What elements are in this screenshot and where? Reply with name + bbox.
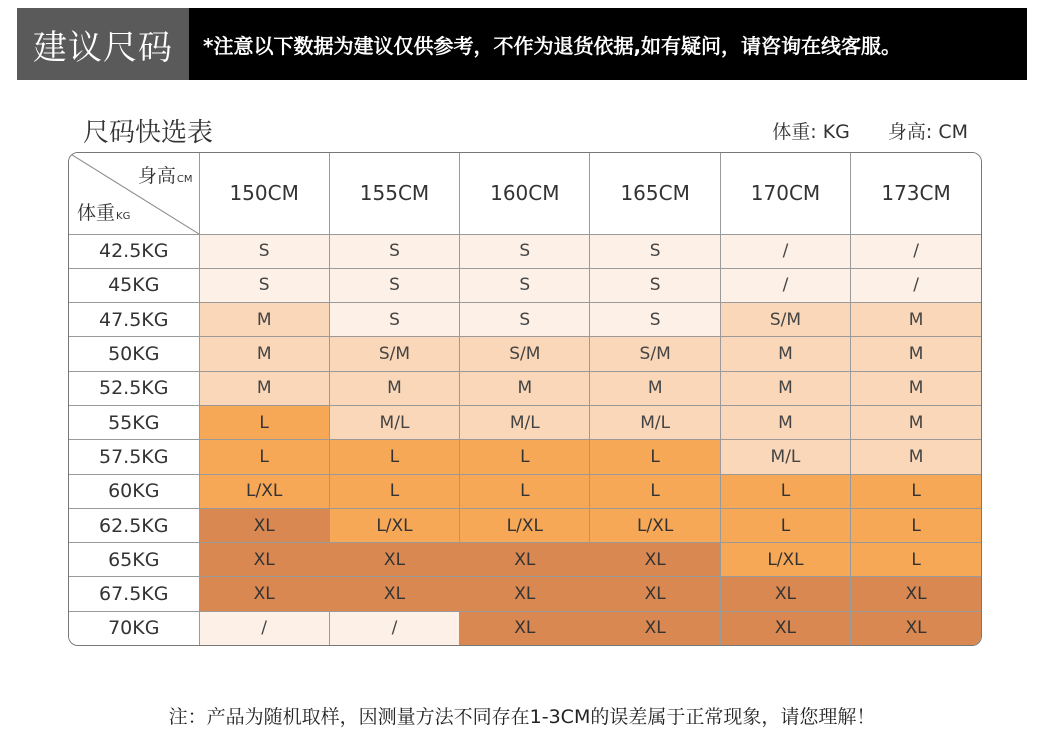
table-row — [69, 474, 981, 508]
size-cell: XL — [720, 611, 850, 645]
weight-label: 62.5KG — [69, 508, 199, 542]
banner-title: 建议尺码 — [17, 8, 189, 80]
size-cell: XL — [460, 611, 590, 645]
height-header: 155CM — [329, 153, 459, 234]
corner-weight-text: 体重 — [77, 202, 116, 224]
size-cell: XL — [329, 543, 459, 577]
size-cell: XL — [460, 577, 590, 611]
size-cell: S/M — [720, 303, 850, 337]
weight-unit-label: 体重: KG — [772, 121, 850, 143]
weight-label: 45KG — [69, 268, 199, 302]
height-unit-label: 身高: CM — [887, 121, 968, 143]
size-cell: S/M — [460, 337, 590, 371]
size-cell: / — [851, 268, 981, 302]
weight-label: 57.5KG — [69, 440, 199, 474]
height-header: 160CM — [460, 153, 590, 234]
size-cell: S — [460, 234, 590, 268]
size-cell: L/XL — [720, 543, 850, 577]
height-header: 170CM — [720, 153, 850, 234]
size-cell: S/M — [329, 337, 459, 371]
table-row — [69, 611, 981, 645]
table-row — [69, 234, 981, 268]
size-table — [69, 153, 981, 645]
size-cell: M — [851, 303, 981, 337]
size-cell: S — [460, 268, 590, 302]
size-cell: XL — [199, 508, 329, 542]
size-cell: M — [199, 371, 329, 405]
size-cell: M/L — [460, 405, 590, 439]
size-cell: M — [199, 337, 329, 371]
size-cell: L/XL — [199, 474, 329, 508]
size-cell: XL — [199, 543, 329, 577]
size-cell: M — [720, 371, 850, 405]
table-row — [69, 337, 981, 371]
size-cell: XL — [590, 577, 720, 611]
size-cell: L — [851, 474, 981, 508]
table-row — [69, 405, 981, 439]
height-header: 150CM — [199, 153, 329, 234]
table-row — [69, 577, 981, 611]
size-cell: XL — [590, 543, 720, 577]
size-cell: / — [329, 611, 459, 645]
size-cell: S — [460, 303, 590, 337]
size-cell: L — [851, 508, 981, 542]
corner-height-text: 身高 — [137, 165, 176, 187]
table-row — [69, 268, 981, 302]
size-cell: M — [851, 337, 981, 371]
weight-label: 42.5KG — [69, 234, 199, 268]
header-banner — [17, 8, 1027, 80]
corner-cell — [69, 153, 199, 234]
table-row — [69, 543, 981, 577]
size-cell: M — [851, 405, 981, 439]
height-header: 173CM — [851, 153, 981, 234]
corner-weight-unit: KG — [116, 211, 131, 222]
corner-height-unit: CM — [176, 174, 193, 185]
size-cell: / — [720, 234, 850, 268]
size-cell: XL — [460, 543, 590, 577]
corner-weight-label — [77, 198, 130, 225]
size-cell: L — [720, 508, 850, 542]
size-cell: L — [329, 440, 459, 474]
weight-label: 50KG — [69, 337, 199, 371]
size-cell: XL — [329, 577, 459, 611]
size-cell: S — [590, 268, 720, 302]
size-cell: S — [199, 234, 329, 268]
size-cell: M — [851, 440, 981, 474]
size-cell: S — [590, 303, 720, 337]
size-cell: L/XL — [329, 508, 459, 542]
weight-label: 52.5KG — [69, 371, 199, 405]
size-cell: S — [329, 268, 459, 302]
table-row — [69, 371, 981, 405]
size-cell: L — [460, 474, 590, 508]
size-cell: M — [720, 337, 850, 371]
size-cell: M/L — [590, 405, 720, 439]
size-cell: L — [460, 440, 590, 474]
size-cell: S — [329, 234, 459, 268]
size-cell: L — [329, 474, 459, 508]
size-cell: L/XL — [590, 508, 720, 542]
size-cell: XL — [720, 577, 850, 611]
size-cell: M — [329, 371, 459, 405]
weight-label: 65KG — [69, 543, 199, 577]
size-cell: L — [720, 474, 850, 508]
size-cell: / — [199, 611, 329, 645]
size-cell: M — [590, 371, 720, 405]
size-cell: / — [720, 268, 850, 302]
corner-height-label — [138, 161, 193, 188]
size-cell: M — [720, 405, 850, 439]
size-cell: L — [199, 440, 329, 474]
height-header: 165CM — [590, 153, 720, 234]
weight-label: 70KG — [69, 611, 199, 645]
size-cell: M — [199, 303, 329, 337]
weight-label: 55KG — [69, 405, 199, 439]
size-cell: XL — [590, 611, 720, 645]
table-title: 尺码快选表 — [83, 118, 214, 148]
table-row — [69, 440, 981, 474]
size-cell: M/L — [329, 405, 459, 439]
size-cell: S — [329, 303, 459, 337]
weight-label: 47.5KG — [69, 303, 199, 337]
size-chart — [68, 152, 982, 646]
size-cell: L — [590, 474, 720, 508]
size-cell: M — [851, 371, 981, 405]
size-cell: S — [590, 234, 720, 268]
unit-legend — [772, 117, 968, 144]
table-row — [69, 508, 981, 542]
disclaimer-note: *注意以下数据为建议仅供参考，不作为退货依据,如有疑问，请咨询在线客服。 — [203, 33, 902, 58]
footer-note: 注：产品为随机取样，因测量方法不同存在1-3CM的误差属于正常现象，请您理解！ — [168, 706, 876, 728]
size-cell: S/M — [590, 337, 720, 371]
size-cell: S — [199, 268, 329, 302]
size-cell: M — [460, 371, 590, 405]
table-row — [69, 303, 981, 337]
size-cell: / — [851, 234, 981, 268]
header-row — [69, 153, 981, 234]
size-cell: XL — [851, 611, 981, 645]
size-cell: L — [851, 543, 981, 577]
weight-label: 60KG — [69, 474, 199, 508]
weight-label: 67.5KG — [69, 577, 199, 611]
size-cell: L — [199, 405, 329, 439]
size-cell: L/XL — [460, 508, 590, 542]
size-cell: XL — [851, 577, 981, 611]
size-cell: M/L — [720, 440, 850, 474]
size-cell: XL — [199, 577, 329, 611]
size-cell: L — [590, 440, 720, 474]
